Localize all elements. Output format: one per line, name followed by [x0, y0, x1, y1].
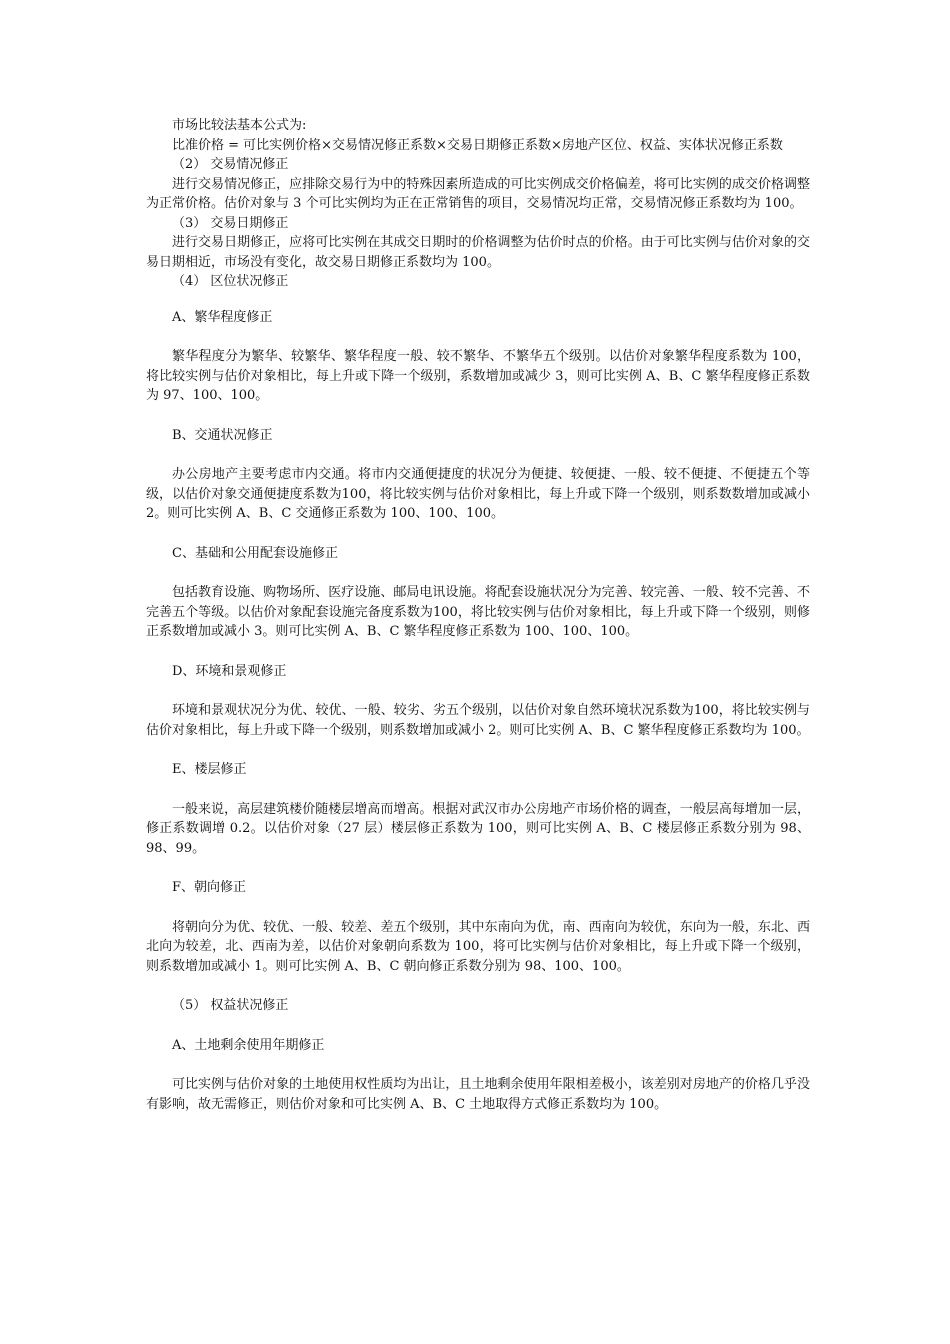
environment-heading: D、环境和景观修正 — [172, 663, 287, 679]
document-page — [146, 116, 810, 1114]
floor-heading: E、楼层修正 — [172, 762, 247, 777]
orientation-heading: F、朝向修正 — [172, 880, 247, 895]
floor-paragraph: 一般来说，高层建筑楼价随楼层增高而增高。根据对武汉市办公房地产市场价格的调查，一般层高每增加一层，修正系数调增 0.2。以估价对象（27 层）楼层修正系数为 100，则可比实例 A、B、C 楼层修正系数分别为 98、98、99。 — [146, 801, 810, 856]
section-3-paragraph: 进行交易日期修正，应将可比实例在其成交日期时的价格调整为估价时点的价格。由于可比实例与估价对象的交易日期相近，市场没有变化，故交易日期修正系数均为 100。 — [146, 235, 810, 270]
traffic-paragraph: 办公房地产主要考虑市内交通。将市内交通便捷度的状况分为便捷、较便捷、一般、较不便捷、不便捷五个等级，以估价对象交通便捷度系数为100，将比较实例与估价对象相比，每上升或下降一个级别，则系数数增加或减小 2。则可比实例 A、B、C 交通修正系数为 100、100、100。 — [146, 467, 810, 521]
facilities-heading: C、基础和公用配套设施修正 — [172, 545, 338, 561]
prosperity-heading: A、繁华程度修正 — [172, 309, 273, 325]
facilities-paragraph: 包括教育设施、购物场所、医疗设施、邮局电讯设施。将配套设施状况分为完善、较完善、一般、较不完善、不完善五个等级。以估价对象配套设施完备度系数为100，将比较实例与估价对象相比，每上升或下降一个级别，则修正系数增加或减小 3。则可比实例 A、B、C 繁华程度修正系数为 100、100、100。 — [146, 585, 810, 639]
prosperity-paragraph: 繁华程度分为繁华、较繁华、繁华程度一般、较不繁华、不繁华五个级别。以估价对象繁华程度系数为 100，将比较实例与估价对象相比，每上升或下降一个级别，系数增加或减少 3，则可比实例 A、B、C 繁华程度修正系数为 97、100、100。 — [146, 349, 810, 403]
land-term-heading: A、土地剩余使用年期修正 — [172, 1037, 325, 1053]
section-5-heading: （5） 权益状况修正 — [172, 998, 289, 1013]
section-2-heading: （2） 交易情况修正 — [172, 157, 289, 172]
formula-text: 比准价格 = 可比实例价格×交易情况修正系数×交易日期修正系数×房地产区位、权益、实体状况修正系数 — [172, 137, 783, 153]
environment-paragraph: 环境和景观状况分为优、较优、一般、较劣、劣五个级别，以估价对象自然环境状况系数为100，将比较实例与估价对象相比，每上升或下降一个级别，则系数增加或减小 2。则可比实例 A、B、C 繁华程度修正系数均为 100。 — [146, 703, 810, 738]
traffic-heading: B、交通状况修正 — [172, 427, 273, 443]
section-2-paragraph: 进行交易情况修正，应排除交易行为中的特殊因素所造成的可比实例成交价格偏差，将可比实例的成交价格调整为正常价格。估价对象与 3 个可比实例均为正在正常销售的项目，交易情况均正常，交易情况修正系数均为 100。 — [146, 176, 810, 211]
orientation-paragraph: 将朝向分为优、较优、一般、较差、差五个级别，其中东南向为优，南、西南向为较优，东向为一般，东北、西北向为较差，北、西南为差，以估价对象朝向系数为 100，将可比实例与估价对象相比，每上升或下降一个级别，则系数增加或减小 1。则可比实例 A、B、C 朝向修正系数分别为 98、100、100。 — [146, 919, 810, 974]
section-3-heading: （3） 交易日期修正 — [172, 215, 289, 231]
formula-title: 市场比较法基本公式为: — [172, 118, 307, 133]
land-term-paragraph: 可比实例与估价对象的土地使用权性质均为出让，且土地剩余使用年限相差极小，该差别对房地产的价格几乎没有影响，故无需修正，则估价对象和可比实例 A、B、C 土地取得方式修正系数均为 100。 — [146, 1077, 810, 1112]
section-4-heading: （4） 区位状况修正 — [172, 274, 289, 289]
